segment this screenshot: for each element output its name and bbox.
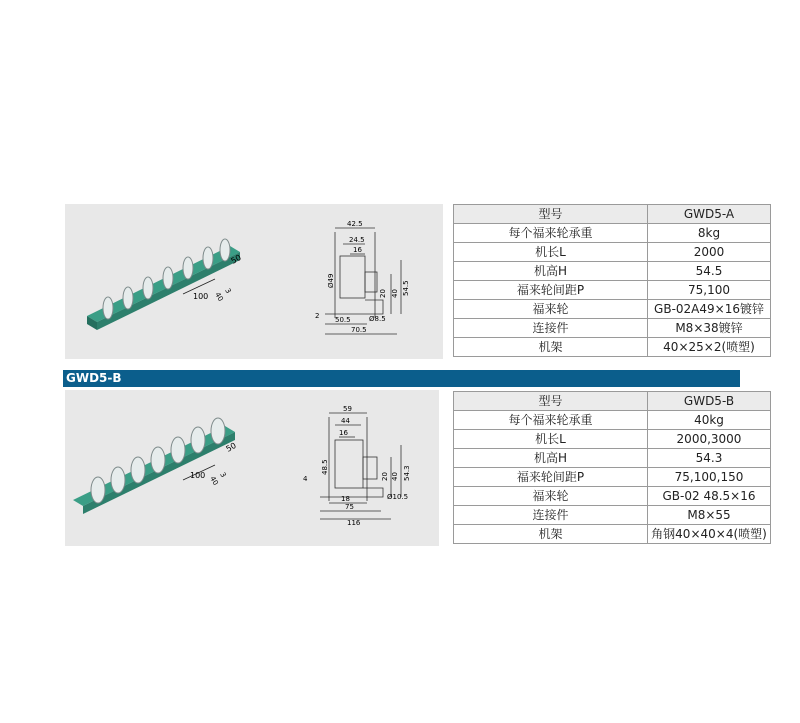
drawing-a-dim-hole: Ø8.5 <box>369 315 386 323</box>
drawing-b-dim-width: 59 <box>343 405 352 413</box>
row-value: 40×25×2(喷塑) <box>648 338 771 357</box>
drawing-b-dim-20: 20 <box>381 472 389 481</box>
section-title-b: GWD5-B <box>66 371 122 385</box>
table-header-row <box>454 392 771 411</box>
row-value: 2000 <box>648 243 771 262</box>
row-value: GB-02A49×16镀锌 <box>648 300 771 319</box>
product-illustration-a <box>65 204 290 359</box>
table-row <box>454 224 771 243</box>
drawing-b-dim-inner: 44 <box>341 417 350 425</box>
row-value: 54.3 <box>648 449 771 468</box>
row-value: M8×38镀锌 <box>648 319 771 338</box>
drawing-b-dim-16: 16 <box>339 429 348 437</box>
row-value: 75,100,150 <box>648 468 771 487</box>
table-row <box>454 430 771 449</box>
drawing-b-dim-18: 18 <box>341 495 350 503</box>
drawing-b-dim-hole: Ø10.5 <box>387 493 409 501</box>
drawing-a-dim-total: 70.5 <box>351 326 367 334</box>
dim-40-label: 40 <box>208 475 220 487</box>
product-illustration-b <box>65 390 290 546</box>
drawing-a-dim-wheel: Ø49 <box>327 273 335 288</box>
table-row <box>454 468 771 487</box>
spec-table-a <box>453 204 771 357</box>
drawing-a-dim-20: 20 <box>379 289 387 298</box>
row-value: 40kg <box>648 411 771 430</box>
row-label: 福来轮间距P <box>454 468 648 487</box>
row-value: 角钢40×40×4(喷塑) <box>648 525 771 544</box>
drawing-b-dim-height: 54.3 <box>403 465 411 481</box>
row-label: 连接件 <box>454 319 648 338</box>
table-row <box>454 525 771 544</box>
table-row <box>454 449 771 468</box>
row-label: 机长L <box>454 430 648 449</box>
spec-table-b <box>453 391 771 544</box>
technical-drawing-a <box>305 218 425 343</box>
drawing-b-dim-4: 4 <box>303 475 308 483</box>
drawing-b-dim-75: 75 <box>345 503 354 511</box>
row-value: 8kg <box>648 224 771 243</box>
section-title-bar-b <box>63 370 740 387</box>
table-row <box>454 411 771 430</box>
dim-50-label: 50 <box>224 440 238 454</box>
dim-3-label: 3 <box>223 287 233 295</box>
table-row <box>454 243 771 262</box>
row-value: 54.5 <box>648 262 771 281</box>
row-label: 机架 <box>454 338 648 357</box>
table-header-row <box>454 205 771 224</box>
table-row <box>454 262 771 281</box>
dim-100-label: 100 <box>193 292 209 301</box>
row-label: 机长L <box>454 243 648 262</box>
drawing-b-dim-total: 116 <box>347 519 361 527</box>
row-label: 机高H <box>454 449 648 468</box>
row-label: 每个福来轮承重 <box>454 411 648 430</box>
drawing-a-dim-2: 2 <box>315 312 320 320</box>
row-label: 福来轮 <box>454 487 648 506</box>
technical-drawing-b <box>295 405 425 527</box>
header-model-value: GWD5-B <box>648 392 771 411</box>
drawing-a-dim-40: 40 <box>391 289 399 298</box>
dim-40-label: 40 <box>213 291 225 303</box>
row-label: 福来轮间距P <box>454 281 648 300</box>
row-label: 每个福来轮承重 <box>454 224 648 243</box>
drawing-a-dim-base: 50.5 <box>335 316 351 324</box>
drawing-a-dim-height: 54.5 <box>402 280 410 296</box>
header-model-value: GWD5-A <box>648 205 771 224</box>
row-value: 75,100 <box>648 281 771 300</box>
drawing-a-dim-inner: 24.5 <box>349 236 365 244</box>
dim-50-label: 50 <box>229 252 243 266</box>
dim-100-label: 100 <box>190 471 206 480</box>
row-label: 连接件 <box>454 506 648 525</box>
row-label: 福来轮 <box>454 300 648 319</box>
header-model-label: 型号 <box>454 392 648 411</box>
table-row <box>454 487 771 506</box>
drawing-b-dim-40: 40 <box>391 472 399 481</box>
header-model-label: 型号 <box>454 205 648 224</box>
row-label: 机架 <box>454 525 648 544</box>
table-row <box>454 300 771 319</box>
table-row <box>454 338 771 357</box>
table-row <box>454 319 771 338</box>
dim-3-label: 3 <box>218 471 228 479</box>
row-value: GB-02 48.5×16 <box>648 487 771 506</box>
drawing-a-dim-width: 42.5 <box>347 220 363 228</box>
row-value: 2000,3000 <box>648 430 771 449</box>
table-row <box>454 506 771 525</box>
row-value: M8×55 <box>648 506 771 525</box>
row-label: 机高H <box>454 262 648 281</box>
table-row <box>454 281 771 300</box>
drawing-b-dim-wheel: 48.5 <box>321 459 329 475</box>
drawing-a-dim-16: 16 <box>353 246 362 254</box>
